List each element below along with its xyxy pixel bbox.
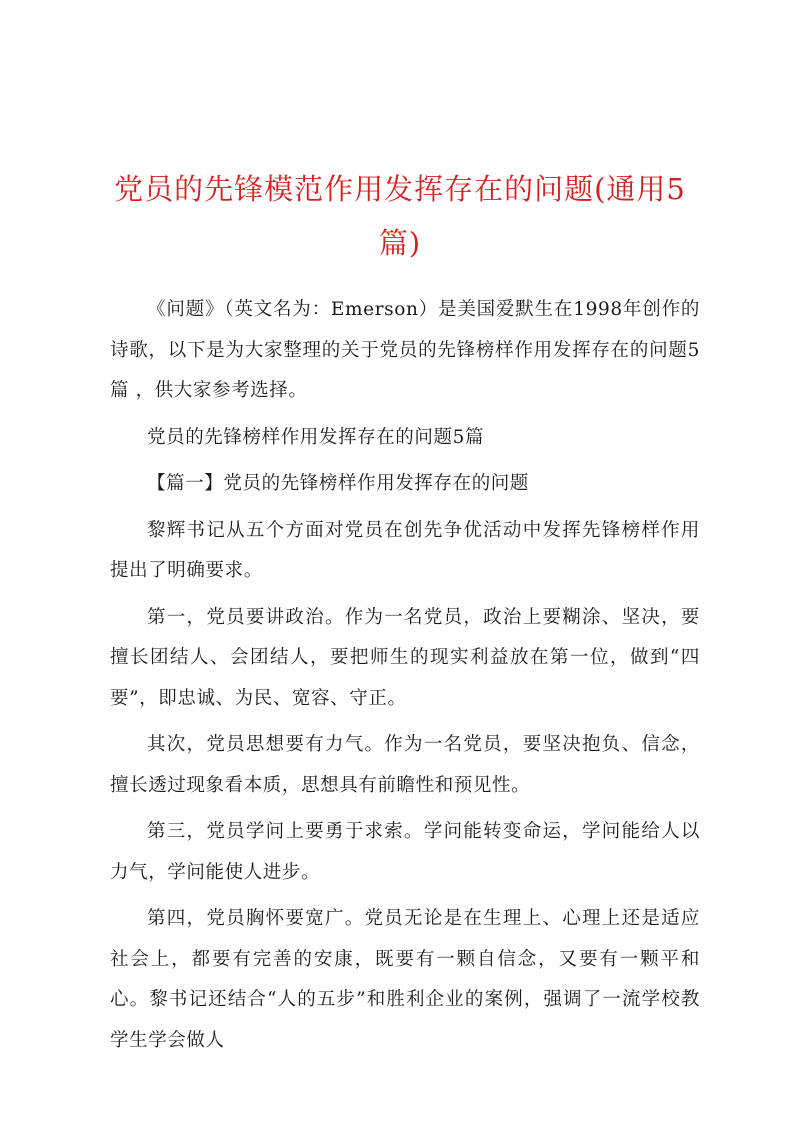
subtitle-line: 党员的先锋榜样作用发挥存在的问题5篇 [147,426,485,448]
body-paragraph: 第三，党员学问上要勇于求索。学问能转变命运，学问能给人以力气，学问能使人进步。 [110,821,700,883]
document-body [110,290,700,1061]
body-paragraph: 第一，党员要讲政治。作为一名党员，政治上要糊涂、坚决，要擅长团结人、会团结人，要把师生的现实利益放在第一位，做到“四要”，即忠诚、为民、宽容、守正。 [110,606,700,709]
body-paragraph: 黎辉书记从五个方面对党员在创先争优活动中发挥先锋榜样作用提出了明确要求。 [110,519,700,581]
body-paragraph: 第四，党员胸怀要宽广。党员无论是在生理上、心理上还是适应社会上，都要有完善的安康，既要有一颗自信念，又要有一颗平和心。黎书记还结合“人的五步”和胜利企业的案例，强调了一流学校教学生学会做人 [110,908,700,1051]
body-paragraph: 其次，党员思想要有力气。作为一名党员，要坚决抱负、信念，擅长透过现象看本质，思想具有前瞻性和预见性。 [110,734,700,796]
document-title: 党员的先锋模范作用发挥存在的问题(通用5篇) [114,172,686,260]
section-heading: 【篇一】党员的先锋榜样作用发挥存在的问题 [147,473,530,494]
intro-paragraph: 《问题》（英文名为：Emerson）是美国爱默生在1998年创作的诗歌，以下是为大家整理的关于党员的先锋榜样作用发挥存在的问题5篇 ，供大家参考选择。 [110,299,700,401]
